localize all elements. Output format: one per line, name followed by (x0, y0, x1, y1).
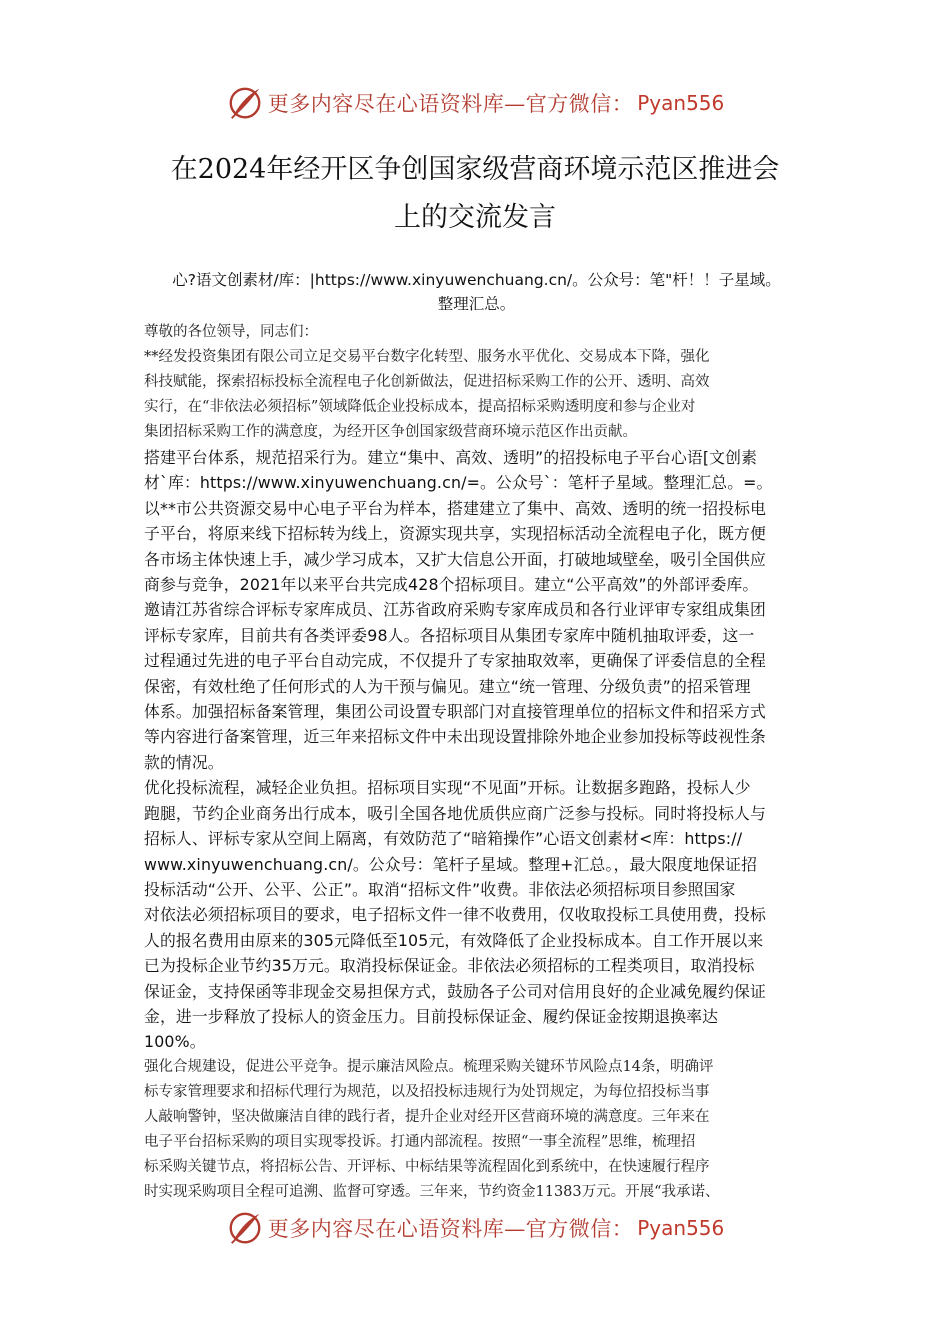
title-line-1: 在2024年经开区争创国家级营商环境示范区推进会 (170, 154, 780, 185)
text-line: 时实现采购项目全程可追溯、监督可穿透。三年来，节约资金11383万元。开展“我承诺、 (144, 1183, 720, 1200)
footer-banner (0, 1203, 950, 1253)
text-line: 体系。加强招标备案管理，集团公司设置专职部门对直接管理单位的招标文件和招采方式 (144, 702, 766, 722)
banner-text: 更多内容尽在心语资料库—官方微信： (267, 92, 634, 116)
text-line: 标采购关键节点，将招标公告、开评标、中标结果等流程固化到系统中，在快速履行程序 (144, 1158, 710, 1175)
text-line: www.xinyuwenchuang.cn/。公众号：笔杆子星域。整理+汇总。，最大限度地保证招 (144, 854, 758, 874)
text-line: 电子平台招标采购的项目实现零投诉。打通内部流程。按照“一事全流程”思维，梳理招 (144, 1133, 696, 1150)
text-line: 标专家管理要求和招标代理行为规范，以及招投标违规行为处罚规定，为每位招投标当事 (144, 1083, 710, 1100)
text-line: 等内容进行备案管理，近三年来招标文件中未出现设置排除外地企业参加投标等歧视性条 (144, 727, 766, 747)
text-line: 集团招标采购工作的满意度，为经开区争创国家级营商环境示范区作出贡献。 (144, 424, 637, 440)
text-line: 人的报名费用由原来的305元降低至105元，有效降低了企业投标成本。自工作开展以来 (144, 930, 764, 950)
quill-pen-circle-icon (226, 1209, 264, 1247)
text-line: 强化合规建设，促进公平竞争。提示廉洁风险点。梳理采购关键环节风险点14条，明确评 (144, 1058, 714, 1075)
header-banner (0, 78, 950, 128)
banner-wechat-id: Pyan556 (637, 91, 725, 115)
document-title (100, 146, 850, 242)
source-line-2: 整理汇总。 (437, 295, 516, 313)
banner-wechat-id: Pyan556 (637, 1216, 725, 1240)
intro-paragraph (144, 320, 809, 445)
text-line: 尊敬的各位领导，同志们： (144, 324, 318, 340)
text-line: 对依法必须招标项目的要求，电子招标文件一律不收费用，仅收取投标工具使用费，投标 (144, 905, 766, 925)
text-line: 评标专家库，目前共有各类评委98人。各招标项目从集团专家库中随机抽取评委，这一 (144, 625, 755, 645)
text-line: 邀请江苏省综合评标专家库成员、江苏省政府采购专家库成员和各行业评审专家组成集团 (144, 600, 766, 620)
text-line: 商参与竞争，2021年以来平台共完成428个招标项目。建立“公平高效”的外部评委库。 (144, 575, 759, 595)
text-line: 材`库：https://www.xinyuwenchuang.cn/=。公众号`：笔杆子星域。整理汇总。=。 (144, 473, 773, 493)
text-line: 子平台，将原来线下招标转为线上，资源实现共享，实现招标活动全流程电子化，既方便 (144, 524, 766, 544)
main-paragraphs (144, 445, 809, 1055)
compliance-paragraph (144, 1055, 809, 1205)
text-line: 优化投标流程，减轻企业负担。招标项目实现“不见面”开标。让数据多跑路，投标人少 (144, 778, 751, 798)
text-line: 保密，有效杜绝了任何形式的人为干预与偏见。建立“统一管理、分级负责”的招采管理 (144, 676, 751, 696)
text-line: 跑腿，节约企业商务出行成本，吸引全国各地优质供应商广泛参与投标。同时将投标人与 (144, 803, 766, 823)
text-line: 款的情况。 (144, 752, 224, 772)
source-line-1: 心?语文创素材/库：|https://www.xinyuwenchuang.cn/。公众号：笔"杆！！子星域。 (172, 271, 781, 289)
text-line: 100%。 (144, 1032, 206, 1052)
text-line: **经发投资集团有限公司立足交易平台数字化转型、服务水平优化、交易成本下降，强化 (144, 349, 710, 365)
text-line: 实行，在“非依法必须招标”领域降低企业投标成本，提高招标采购透明度和参与企业对 (144, 399, 696, 415)
text-line: 保证金，支持保函等非现金交易担保方式，鼓励各子公司对信用良好的企业减免履约保证 (144, 981, 766, 1001)
text-line: 投标活动“公开、公平、公正”。取消“招标文件”收费。非依法必须招标项目参照国家 (144, 879, 736, 899)
document-body (144, 268, 809, 1205)
text-line: 以**市公共资源交易中心电子平台为样本，搭建建立了集中、高效、透明的统一招投标电 (144, 498, 767, 518)
quill-pen-circle-icon (226, 84, 264, 122)
text-line: 各市场主体快速上手，减少学习成本，又扩大信息公开面，打破地域壁垒，吸引全国供应 (144, 549, 766, 569)
text-line: 搭建平台体系，规范招采行为。建立“集中、高效、透明”的招投标电子平台心语[文创素 (144, 448, 758, 467)
banner-text: 更多内容尽在心语资料库—官方微信： (267, 1217, 634, 1241)
text-line: 过程通过先进的电子平台自动完成，不仅提升了专家抽取效率，更确保了评委信息的全程 (144, 651, 766, 671)
text-line: 人敲响警钟，坚决做廉洁自律的践行者，提升企业对经开区营商环境的满意度。三年来在 (144, 1108, 710, 1125)
text-line: 已为投标企业节约35万元。取消投标保证金。非依法必须招标的工程类项目，取消投标 (144, 956, 755, 976)
title-line-2: 上的交流发言 (394, 202, 556, 233)
text-line: 招标人、评标专家从空间上隔离，有效防范了“暗箱操作”心语文创素材<库：https:// (144, 829, 743, 849)
text-line: 金，进一步释放了投标人的资金压力。目前投标保证金、履约保证金按期退换率达 (144, 1006, 719, 1026)
text-line: 科技赋能，探索招标投标全流程电子化创新做法，促进招标采购工作的公开、透明、高效 (144, 374, 710, 390)
